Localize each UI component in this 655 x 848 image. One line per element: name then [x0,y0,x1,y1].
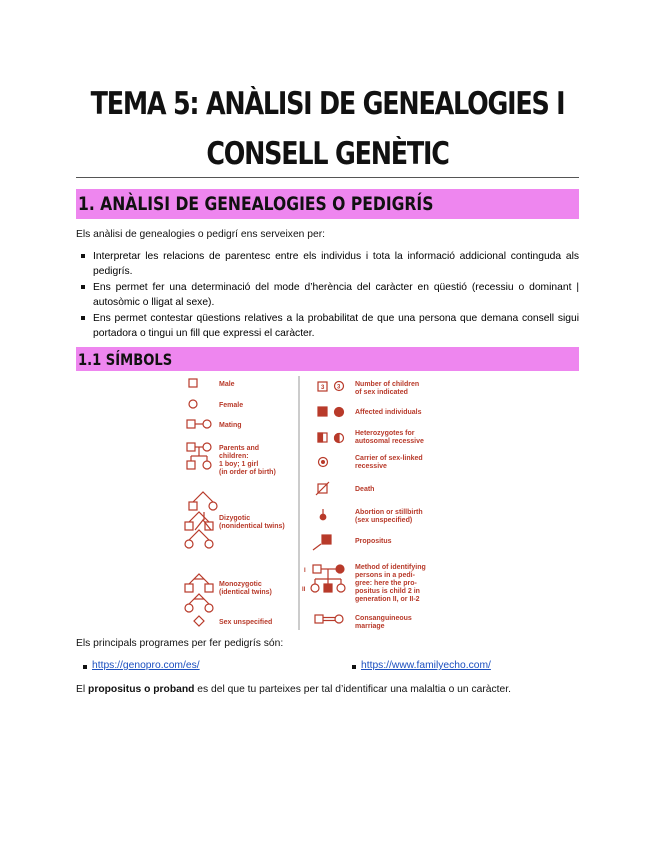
parents-children-symbol [187,443,211,469]
purpose-list [76,249,579,342]
pedigree-symbols-figure [175,372,445,634]
label-nonidentical: (nonidentical twins) [219,523,285,530]
bullet-icon [81,254,85,258]
death-symbol [316,482,329,495]
heterozygote-symbol [318,433,344,443]
carrier-sex-linked-symbol [319,458,328,467]
propositus-symbol [313,535,331,550]
label-recessive: recessive [355,463,387,470]
label-number-children: Number of children [355,381,420,388]
male-symbol [189,379,197,387]
label-generation: generation II, or II-2 [355,596,420,603]
list-item-text: Ens permet fer una determinació del mode d’herència del caràcter en qüestió (recessiu o dominant | autosòmic o lligat al sexe). [93,282,579,308]
label-carrier: Carrier of sex-linked [355,455,423,462]
title-divider [76,177,579,178]
list-item-text: Interpretar les relacions de parentesc entre els individus i tota la informació addicional continguda als pedigrís. [93,251,579,277]
affected-male-symbol [318,407,327,416]
label-gree: gree: here the pro- [355,580,417,587]
document-title-line2: CONSELL GENÈTIC [206,136,449,172]
familyecho-link-item [361,660,491,671]
section-heading-2-text: 1.1 SÍMBOLS [78,350,173,369]
list-item [76,311,579,341]
mating-symbol [187,420,211,428]
label-persons: persons in a pedi- [355,572,415,579]
label-dizygotic: Dizygotic [219,515,251,522]
bullet-icon [352,665,356,669]
label-marriage: marriage [355,623,385,630]
dizygotic-twins-symbol [185,492,217,548]
affected-female-symbol [335,408,344,417]
label-mating: Mating [219,422,242,429]
label-consanguineous: Consanguineous [355,615,412,622]
label-propositus: Propositus [355,538,392,545]
label-monozygotic: Monozygotic [219,581,262,588]
bullet-icon [83,665,87,669]
genopro-link[interactable]: https://genopro.com/es/ [92,660,200,671]
list-item-text: Ens permet contestar qüestions relatives a la probabilitat de que una persona que demana consell sigui portadora o tingui un fill que expressi el caràcter. [93,313,579,339]
label-order: (in order of birth) [219,469,276,476]
intro-paragraph: Els anàlisi de genealogies o pedigrí ens serveixen per: [76,229,325,240]
proband-paragraph [76,683,511,697]
label-method: Method of identifying [355,564,426,571]
label-sex-unspecified: Sex unspecified [219,619,273,626]
label-heterozygotes: Heterozygotes for [355,430,415,437]
female-symbol [189,400,197,408]
label-autosomal: autosomal recessive [355,438,424,445]
label-male: Male [219,381,235,388]
document-title-line1: TEMA 5: ANÀLISI DE GENEALOGIES I [90,86,565,122]
genopro-link-item [92,660,200,671]
section-heading-2 [76,347,579,371]
programs-paragraph: Els principals programes per fer pedigrís són: [76,638,284,649]
sex-unspecified-symbol [194,616,204,626]
section-heading-1-text: 1. ANÀLISI DE GENEALOGIES O PEDIGRÍS [78,193,434,215]
consanguineous-symbol [315,615,343,623]
abortion-symbol [320,509,326,520]
label-boy-girl: 1 boy; 1 girl [219,461,259,468]
monozygotic-twins-symbol [185,574,213,612]
generation-I-label: I [304,568,306,574]
label-sex-indicated: of sex indicated [355,389,408,396]
bullet-icon [81,285,85,289]
familyecho-link[interactable]: https://www.familyecho.com/ [361,660,491,671]
label-identical: (identical twins) [219,589,272,596]
number-box-label: 3 [321,385,325,391]
number-circle-label: 3 [337,384,341,391]
method-pedigree-symbol [311,565,345,592]
proband-pre: El [76,684,89,695]
label-parents: Parents and [219,445,260,452]
label-affected: Affected individuals [355,409,422,416]
label-children: children: [219,453,249,460]
label-female: Female [219,402,244,409]
generation-II-label: II [302,587,306,593]
bullet-icon [81,316,85,320]
label-sex-unspecified-2: (sex unspecified) [355,517,413,524]
proband-post: es del que tu parteixes per tal d’identificar una malaltia o un caràcter. [194,684,511,695]
list-item [76,249,579,279]
label-abortion: Abortion or stillbirth [355,509,423,516]
label-death: Death [355,486,375,493]
section-heading-1 [76,189,579,219]
list-item [76,280,579,310]
proband-term: propositus o proband [88,684,195,695]
label-positus: positus is child 2 in [355,588,420,595]
